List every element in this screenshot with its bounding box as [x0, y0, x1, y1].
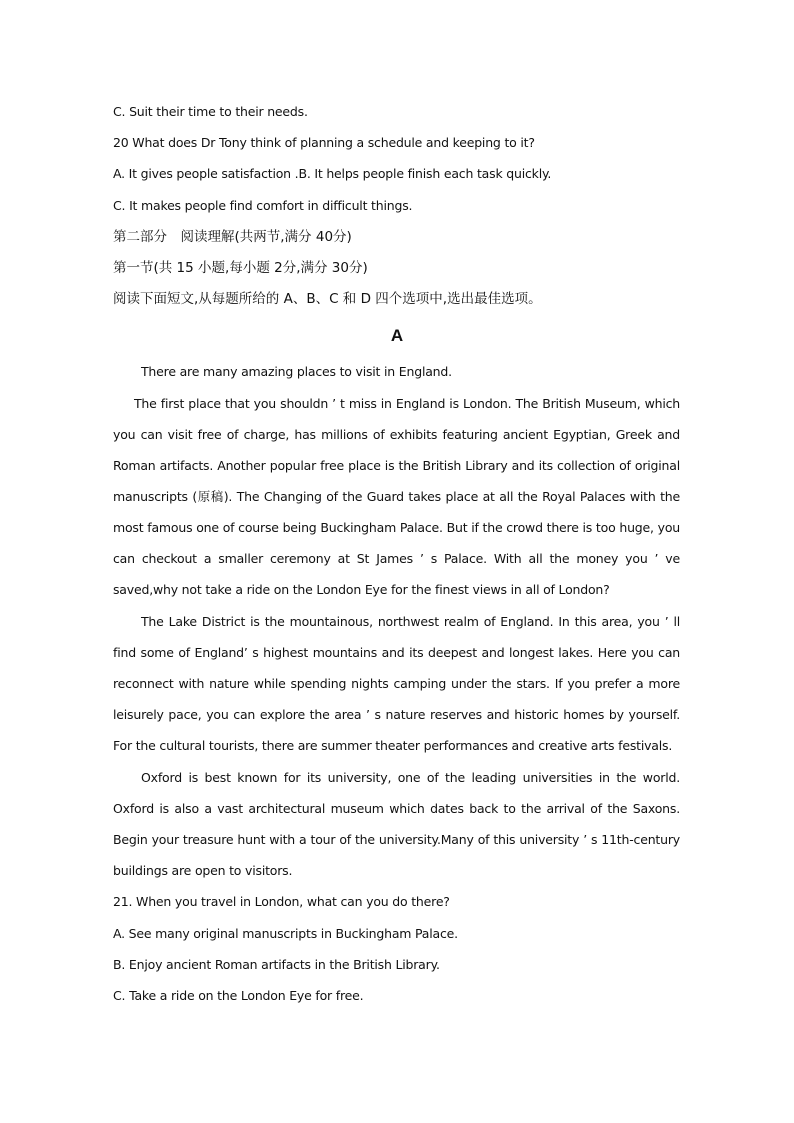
q20-stem: 20 What does Dr Tony think of planning a schedule and keeping to it?	[113, 135, 535, 150]
passage-heading: A	[390, 326, 404, 345]
reading-instruction: 阅读下面短文,从每题所给的 A、B、C 和 D 四个选项中,选出最佳选项。	[113, 291, 542, 307]
section-one-title: 第一节(共 15 小题,每小题 2分,满分 30分)	[113, 260, 368, 276]
q21-option-b: B. Enjoy ancient Roman artifacts in the British Library.	[113, 957, 440, 972]
q20-options-ab: A. It gives people satisfaction .B. It helps people finish each task quickly.	[113, 166, 552, 181]
q21-stem: 21. When you travel in London, what can you do there?	[113, 894, 450, 909]
part-two-title: 第二部分 阅读理解(共两节,满分 40分)	[113, 229, 352, 245]
passage-intro: There are many amazing places to visit in England.	[141, 364, 452, 379]
q19-option-c: C. Suit their time to their needs.	[113, 104, 308, 119]
paragraph-london: The first place that you shouldn ’ t miss in England is London. The British Museum, which you can visit free of charge, has millions of exhibits featuring ancient Egyptian, Greek and Roman artifacts. Another popular free place is the British Library and its collection of original manuscripts (原稿). The Changing of the Guard takes place at all the Royal Palaces with the most famous one of course being Buckingham Palace. But if the crowd there is too huge, you can checkout a smaller ceremony at St James ’ s Palace. With all the money you ’ ve saved,why not take a ride on the London Eye for the finest views in all of London?	[113, 396, 680, 597]
paragraph-oxford: Oxford is best known for its university, one of the leading universities in the world. Oxford is also a vast architectural museum which dates back to the arrival of the Saxons. Begin your treasure hunt with a tour of the university.Many of this university ’ s 11th-century buildings are open to visitors.	[113, 770, 680, 878]
q21-option-c: C. Take a ride on the London Eye for free.	[113, 988, 364, 1003]
q20-option-c: C. It makes people find comfort in difficult things.	[113, 198, 413, 213]
paragraph-lake-district: The Lake District is the mountainous, northwest realm of England. In this area, you ’ ll find some of England’ s highest mountains and its deepest and longest lakes. Here you can reconnect with nature while spending nights camping under the stars. If you prefer a more leisurely pace, you can explore the area ’ s nature reserves and historic homes by yourself. For the cultural tourists, there are summer theater performances and creative arts festivals.	[113, 614, 680, 753]
q21-option-a: A. See many original manuscripts in Buckingham Palace.	[113, 926, 458, 941]
